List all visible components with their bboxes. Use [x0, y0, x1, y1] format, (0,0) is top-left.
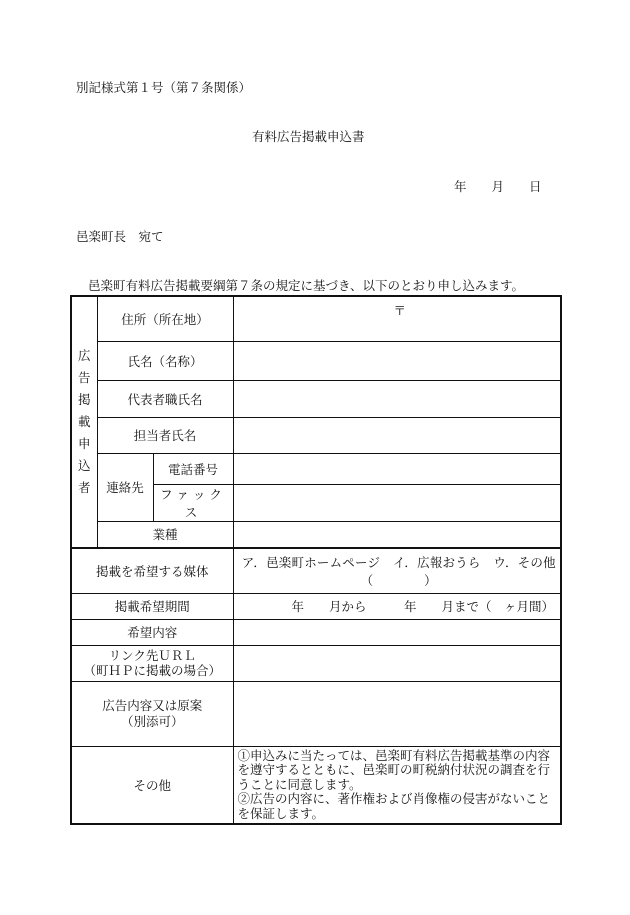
content-field[interactable]: [233, 619, 561, 645]
industry-label: 業種: [97, 521, 233, 548]
media-options[interactable]: ア．邑楽町ホームページ イ．広報おうら ウ．その他（ ）: [233, 548, 561, 593]
date-line: 年 月 日: [454, 179, 542, 194]
content-label: 希望内容: [71, 619, 233, 645]
name-field[interactable]: [233, 341, 561, 380]
address-field[interactable]: [233, 296, 561, 341]
note-consent: ①申込みに当たっては、邑楽町有料広告掲載基準の内容を遵守するとともに、邑楽町の町税納付状況の調査を行うことに同意します。: [237, 747, 551, 792]
addressee: 邑楽町長 宛て: [76, 229, 164, 244]
contact-label: 連絡先: [97, 453, 153, 521]
form-number: 別記様式第１号（第７条関係）: [76, 80, 252, 95]
draft-field[interactable]: [233, 681, 561, 746]
intro-text: 邑楽町有料広告掲載要綱第７条の規定に基づき、以下のとおり申し込みます。: [88, 278, 525, 293]
address-label: 住所（所在地）: [97, 296, 233, 341]
representative-field[interactable]: [233, 380, 561, 417]
other-notes: [233, 746, 561, 824]
representative-label: 代表者職氏名: [97, 380, 233, 417]
phone-field[interactable]: [233, 453, 561, 484]
person-in-charge-label: 担当者氏名: [97, 417, 233, 453]
name-label: 氏名（名称）: [97, 341, 233, 380]
period-field[interactable]: 年 月から 年 月まで（ ヶ月間）: [233, 593, 561, 619]
fax-field[interactable]: [233, 484, 561, 521]
postal-mark: 〒: [393, 303, 407, 318]
other-label: その他: [71, 746, 233, 824]
media-label: 掲載を希望する媒体: [71, 548, 233, 593]
phone-label: 電話番号: [153, 453, 233, 484]
applicant-section-label: 広 告 掲 載 申 込 者: [71, 296, 97, 548]
industry-field[interactable]: [233, 521, 561, 548]
link-field[interactable]: [233, 645, 561, 681]
note-copyright: ②広告の内容に、著作権および肖像権の侵害がないことを保証します。: [237, 791, 551, 821]
person-in-charge-field[interactable]: [233, 417, 561, 453]
document-title: 有料広告掲載申込書: [252, 129, 365, 144]
application-form-table: [70, 295, 562, 825]
fax-label: ファックス: [153, 484, 233, 521]
link-label: リンク先ＵＲＬ （町ＨＰに掲載の場合）: [71, 645, 233, 681]
period-label: 掲載希望期間: [71, 593, 233, 619]
draft-label: 広告内容又は原案 （別添可）: [71, 681, 233, 746]
